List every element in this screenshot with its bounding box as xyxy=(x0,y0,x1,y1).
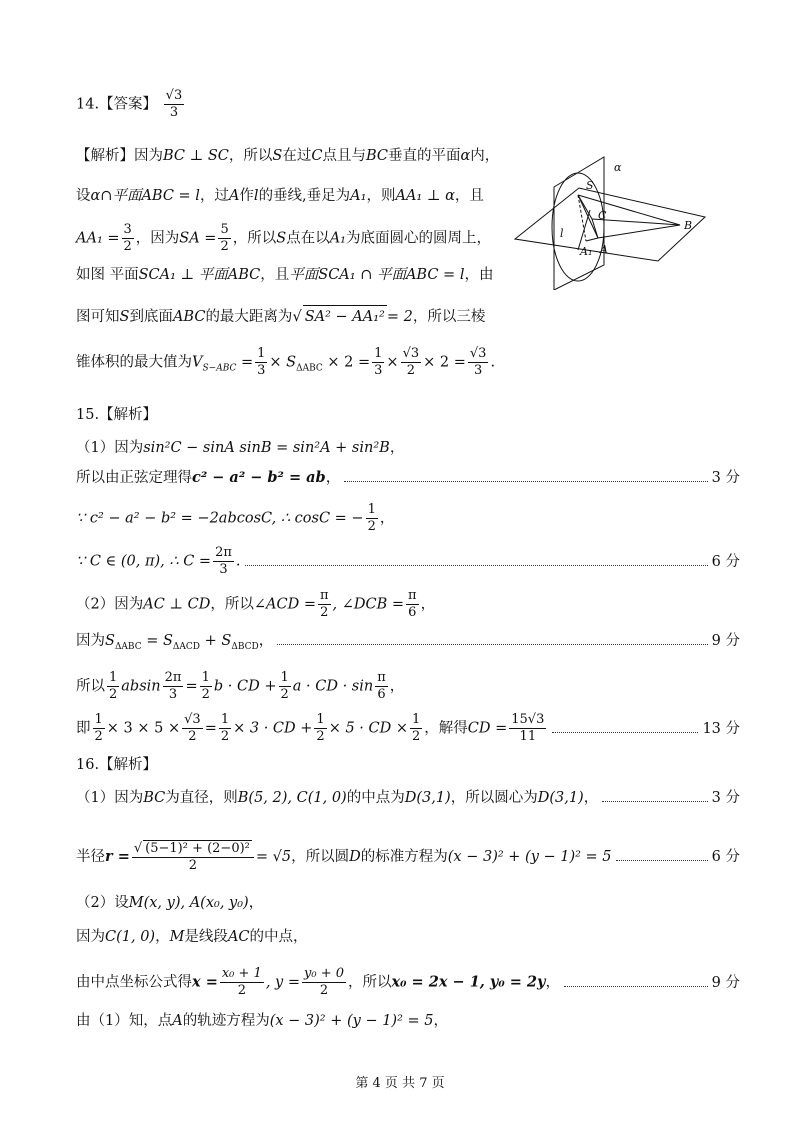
edge-a1a xyxy=(586,238,598,241)
answer-fraction: $\frac{√3}{3}$ xyxy=(165,88,183,120)
q14-answer-line xyxy=(76,88,740,121)
label-b: B xyxy=(684,219,693,232)
q16-line-6: 由（1）知，点A的轨迹方程为(x − 3)² + (y − 1)² = 5， xyxy=(76,1013,448,1029)
q16-line-1: （1）因为BC为直径，则B(5, 2), C(1, 0)的中点为D(3,1)，所以圆心为D(3,1)， 3 分 xyxy=(76,787,740,809)
q14-line-4: 如图 平面SCA₁ ⊥ 平面ABC，且平面SCA₁ ∩ 平面ABC = l，由 xyxy=(76,267,494,283)
label-a: A xyxy=(600,243,608,256)
edge-ab xyxy=(598,225,680,238)
q15-title: 15.【解析】 xyxy=(76,407,158,423)
label-alpha: α xyxy=(614,161,622,174)
q16-title: 16.【解析】 xyxy=(76,757,158,773)
q14-line-3: AA₁ = $\frac{3}{2}$ ，因为SA = $\frac{5}{2}$ ，所以S点在以A₁为底面圆心的圆周上， xyxy=(76,222,491,254)
q15-line-6: 因为$S_{\Delta ABC} = S_{\Delta ACD} + S_{\Delta BCD}$， 9 分 xyxy=(76,630,740,658)
q15-line-1: （1）因为sin²C − sinA sinB = sin²A + sin²B， xyxy=(76,440,405,456)
q15-line-2: 所以由正弦定理得c² − a² − b² = ab， 3 分 xyxy=(76,467,740,489)
geometry-figure xyxy=(512,155,717,290)
q16-line-3: （2）设M(x, y), A(x₀, y₀)， xyxy=(76,895,264,911)
score-6: 6 分 xyxy=(711,849,740,865)
q14-line-5: 图可知S到底面ABC的最大距离为√ SA² − AA₁² = 2，所以三棱 xyxy=(76,305,740,328)
q16-line-5: 由中点坐标公式得x = $\frac{\text{x₀ + 1}}{2}$ , y = $\frac{\text{y₀ + 0}}{2}$ ，所以x₀ = 2x − 1, y₀ = 2y， 9 分 xyxy=(76,966,740,998)
label-l: l xyxy=(560,227,564,240)
line-l xyxy=(578,210,590,250)
score-9: 9 分 xyxy=(711,974,740,991)
q16-line-2: 半径r = √ $\frac{\text{(5−1)² + (2−0)²}}{2}$ = √5，所以圆D的标准方程为(x − 3)² + (y − 1)² = 5 6 分 xyxy=(76,840,740,874)
score-6: 6 分 xyxy=(711,553,740,570)
q16-line-4: 因为C(1, 0)，M是线段AC的中点， xyxy=(76,929,308,945)
label-c: C xyxy=(598,209,607,222)
label-s: S xyxy=(586,179,594,192)
q15-line-5: （2）因为AC ⊥ CD，所以∠ACD = $\frac{\pi}{2}$ , ∠DCB = $\frac{\pi}{6}$ ， xyxy=(76,588,436,620)
q14-line-2: 设α∩平面ABC = l，过A作l的垂线,垂足为A₁，则AA₁ ⊥ α，且 xyxy=(76,188,484,204)
page-footer: 第 4 页 共 7 页 xyxy=(355,1076,445,1091)
score-13: 13 分 xyxy=(702,720,740,737)
q15-line-4: ∵ C ∈ (0, π), ∴ C = $\frac{2\pi}{3}$ . 6 分 xyxy=(76,545,740,577)
q14-line-6: 锥体积的最大值为$V_{S-ABC}$ = $\frac{1}{3}$ × $S_{\Delta ABC} \times 2$ = $\frac{1}{3}$ × $\frac{√3}{2}$ × 2 = $\frac{√3}{3}$ . xyxy=(76,346,496,378)
q15-line-3: ∵ c² − a² − b² = −2abcosC, ∴ cosC = − $\frac{1}{2}$ ， xyxy=(76,502,395,534)
score-9: 9 分 xyxy=(711,633,740,649)
q14-line-1: 【解析】因为BC ⊥ SC，所以S在过C点且与BC垂直的平面α内， xyxy=(76,148,500,164)
label-a1: A₁ xyxy=(580,245,593,258)
q14-title: 14.【答案】 xyxy=(76,96,158,113)
q15-line-8: 即 $\frac{1}{2}$ × 3 × 5 × $\frac{√3}{2}$ = $\frac{1}{2}$ × 3 · CD + $\frac{1}{2}$ × 5 · CD × $\frac{1}{2}$ ，解得CD = $\frac{15√3}{11}$ 13 分 xyxy=(76,712,740,744)
score-3: 3 分 xyxy=(711,790,740,806)
q15-line-7: 所以 $\frac{1}{2}$ absin $\frac{2\pi}{3}$ = $\frac{1}{2}$ b · CD + $\frac{1}{2}$ a · CD · sin $\frac{\pi}{6}$ ， xyxy=(76,670,405,702)
score-3: 3 分 xyxy=(711,470,740,486)
plane-alpha xyxy=(554,157,604,290)
